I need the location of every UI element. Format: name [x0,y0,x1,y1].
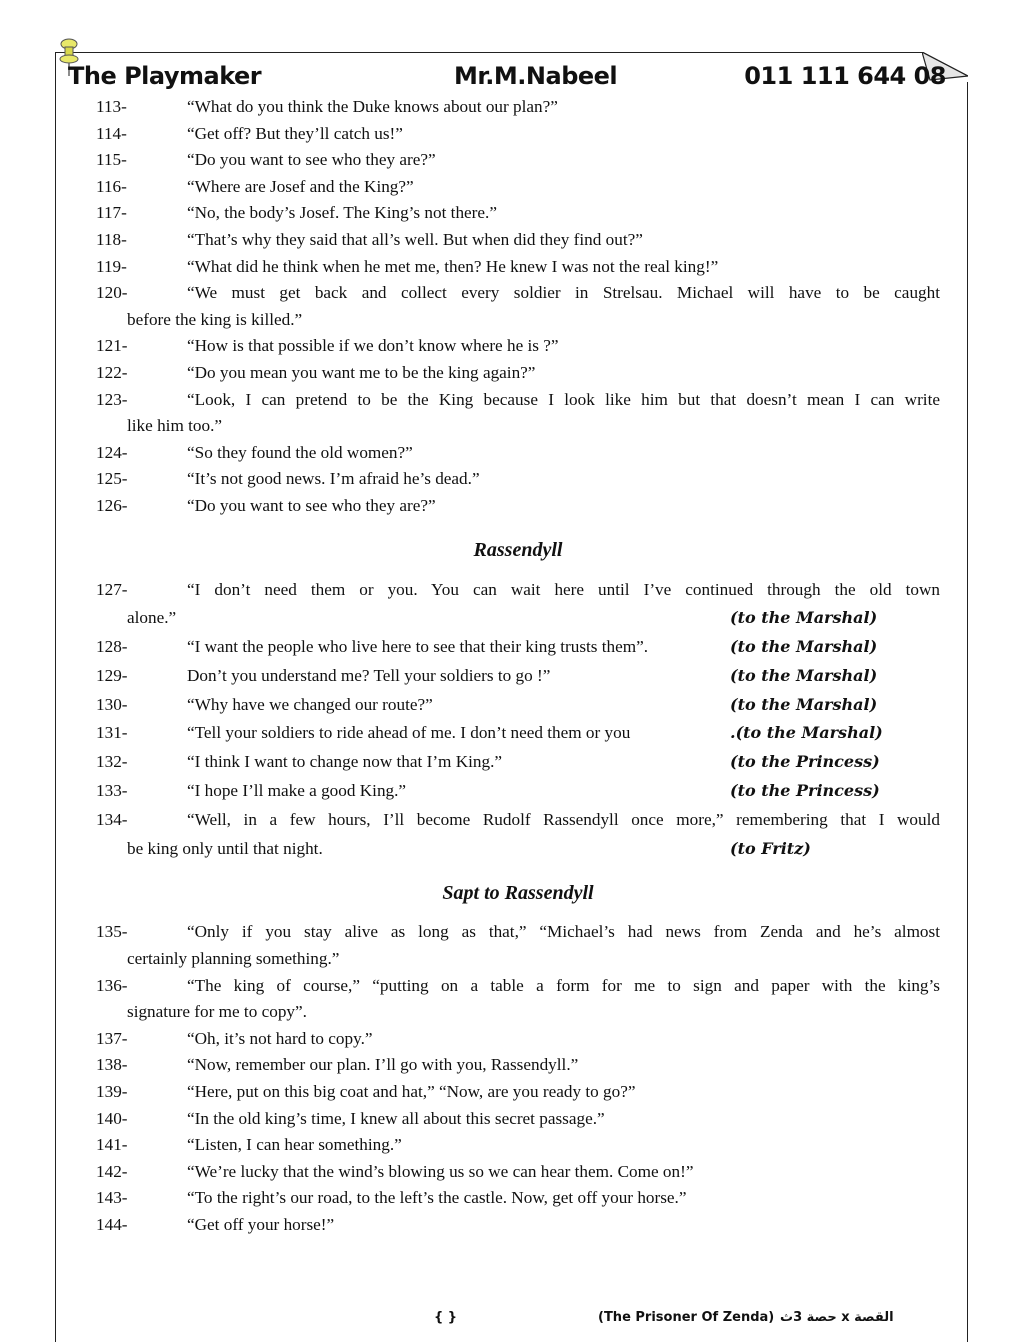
line-number: 113- [96,97,127,116]
quote-text: “Tell your soldiers to ride ahead of me. I don’t need them or you [187,723,631,743]
quote-line [96,227,940,254]
quote-text: “Here, put on this big coat and hat,” “Now, are you ready to go?” [187,1082,636,1102]
quote-text: “What do you think the Duke knows about our plan?” [187,97,558,116]
quote-line [96,1079,940,1106]
stage-direction: (to the Marshal) [730,694,878,714]
line-number: 125- [96,469,128,489]
quote-text: “Do you want to see who they are?” [187,150,436,170]
section-heading-rassendyll: Rassendyll [473,538,563,561]
quote-line [96,466,940,493]
line-number: 141- [96,1135,128,1155]
quote-line [96,777,940,806]
line-number: 127- [96,579,128,599]
quote-line [96,174,940,201]
quote-line [96,1185,940,1212]
quote-text: “No, the body’s Josef. The King’s not there.” [187,203,497,223]
quote-line [96,973,940,1026]
footer-page-number: { } [434,1310,458,1325]
line-number: 140- [96,1108,128,1128]
line-number: 133- [96,781,128,801]
line-number: 120- [96,283,128,303]
quote-line [96,662,940,691]
line-number: 130- [96,694,128,714]
quote-text: “So they found the old women?” [187,442,413,462]
quote-line [96,719,940,748]
document-body [96,94,940,1239]
quote-text: “Get off your horse!” [187,1215,335,1234]
stage-direction: .(to the Marshal) [730,723,883,743]
quote-line [96,333,940,360]
line-number: 132- [96,752,128,772]
header-phone: 011 111 644 08 [744,62,946,90]
quote-line [96,94,940,121]
line-number: 142- [96,1161,128,1181]
quote-line [96,1106,940,1133]
line-number: 114- [96,123,127,143]
quote-text: “In the old king’s time, I knew all about this secret passage.” [187,1108,605,1128]
quote-text: “I don’t need them or you. You can wait here until I’ve continued through the old town [187,579,940,599]
quote-line [96,1026,940,1053]
quote-text: “I think I want to change now that I’m King.” [187,752,503,772]
stage-direction: (to the Marshal) [730,665,878,685]
line-number: 135- [96,922,128,942]
stage-direction: (to the Marshal) [730,608,878,628]
quote-line [96,121,940,148]
line-number: 123- [96,389,128,409]
quote-text: “Now, remember our plan. I’ll go with you, Rassendyll.” [187,1055,579,1075]
quote-text: “We must get back and collect every soldier in Strelsau. Michael will have to be caught [187,283,940,303]
quote-text: Don’t you understand me? Tell your soldiers to go !” [187,665,551,685]
quote-line [96,440,940,467]
stage-direction: (to the Princess) [730,781,880,801]
quote-line [96,576,940,634]
quote-text: “Look, I can pretend to be the King because I look like him but that doesn’t mean I can write [187,389,940,409]
line-number: 143- [96,1188,128,1208]
quote-text: “I hope I’ll make a good King.” [187,781,407,801]
quote-text: “Oh, it’s not hard to copy.” [187,1028,373,1048]
line-number: 115- [96,150,127,170]
quote-text-continued: signature for me to copy”. [127,1002,307,1022]
line-number: 128- [96,637,128,657]
quote-text-continued: alone.” [127,608,177,628]
line-number: 129- [96,665,128,685]
line-number: 124- [96,442,128,462]
quote-text: “How is that possible if we don’t know where he is ?” [187,336,559,356]
page-header [68,62,946,96]
quote-list-c [96,919,940,1238]
quote-line [96,147,940,174]
header-teacher-name: Mr.M.Nabeel [454,62,618,90]
quote-text: “I want the people who live here to see that their king trusts them”. [187,637,649,657]
quote-text: “The king of course,” “putting on a table a form for me to sign and paper with the king’s [187,975,940,995]
line-number: 144- [96,1215,128,1234]
quote-line [96,200,940,227]
stage-direction: (to the Marshal) [730,637,878,657]
quote-text: “That’s why they said that all’s well. But when did they find out?” [187,229,643,249]
footer-arabic-label: القصة x حصة 3ث [780,1310,894,1325]
quote-text: “Why have we changed our route?” [187,694,433,714]
quote-text: “Get off? But they’ll catch us!” [187,123,403,143]
quote-line [96,748,940,777]
line-number: 118- [96,229,127,249]
line-number: 117- [96,203,127,223]
line-number: 122- [96,362,128,382]
quote-list-a [96,94,940,520]
quote-line [96,806,940,864]
quote-list-b [96,576,940,864]
page-footer [390,1310,960,1326]
quote-text: “We’re lucky that the wind’s blowing us so we can hear them. Come on!” [187,1161,694,1181]
quote-text-continued: certainly planning something.” [127,949,340,969]
quote-line [96,1212,940,1239]
quote-text-continued: be king only until that night. [127,838,323,858]
quote-text: “Well, in a few hours, I’ll become Rudolf Rassendyll once more,” remembering that I would [187,809,940,829]
section-heading-sapt-to-rassendyll: Sapt to Rassendyll [442,882,594,905]
quote-line [96,691,940,720]
quote-text-continued: like him too.” [127,416,222,436]
quote-line [96,633,940,662]
line-number: 139- [96,1082,128,1102]
line-number: 121- [96,336,128,356]
quote-line [96,1132,940,1159]
quote-text: “Do you want to see who they are?” [187,495,436,515]
quote-line [96,1052,940,1079]
stage-direction: (to Fritz) [730,838,811,858]
quote-text: “Only if you stay alive as long as that,” “Michael’s had news from Zenda and he’s almost [187,922,940,942]
header-brand: The Playmaker [68,62,262,90]
quote-text: “Where are Josef and the King?” [187,176,414,196]
footer-title: (The Prisoner Of Zenda) [598,1310,775,1325]
line-number: 134- [96,809,128,829]
quote-text-continued: before the king is killed.” [127,309,303,329]
line-number: 119- [96,256,127,276]
line-number: 131- [96,723,128,743]
line-number: 136- [96,975,128,995]
quote-line [96,387,940,440]
quote-text: “To the right’s our road, to the left’s the castle. Now, get off your horse.” [187,1188,687,1208]
quote-text: “Do you mean you want me to be the king again?” [187,362,536,382]
stage-direction: (to the Princess) [730,752,880,772]
quote-line [96,280,940,333]
quote-line [96,493,940,520]
quote-line [96,360,940,387]
line-number: 137- [96,1028,128,1048]
quote-text: “Listen, I can hear something.” [187,1135,402,1155]
quote-line [96,254,940,281]
line-number: 116- [96,176,127,196]
quote-text: “What did he think when he met me, then? He knew I was not the real king!” [187,256,719,276]
quote-line [96,919,940,972]
quote-line [96,1159,940,1186]
quote-text: “It’s not good news. I’m afraid he’s dead.” [187,469,480,489]
line-number: 126- [96,495,128,515]
line-number: 138- [96,1055,128,1075]
